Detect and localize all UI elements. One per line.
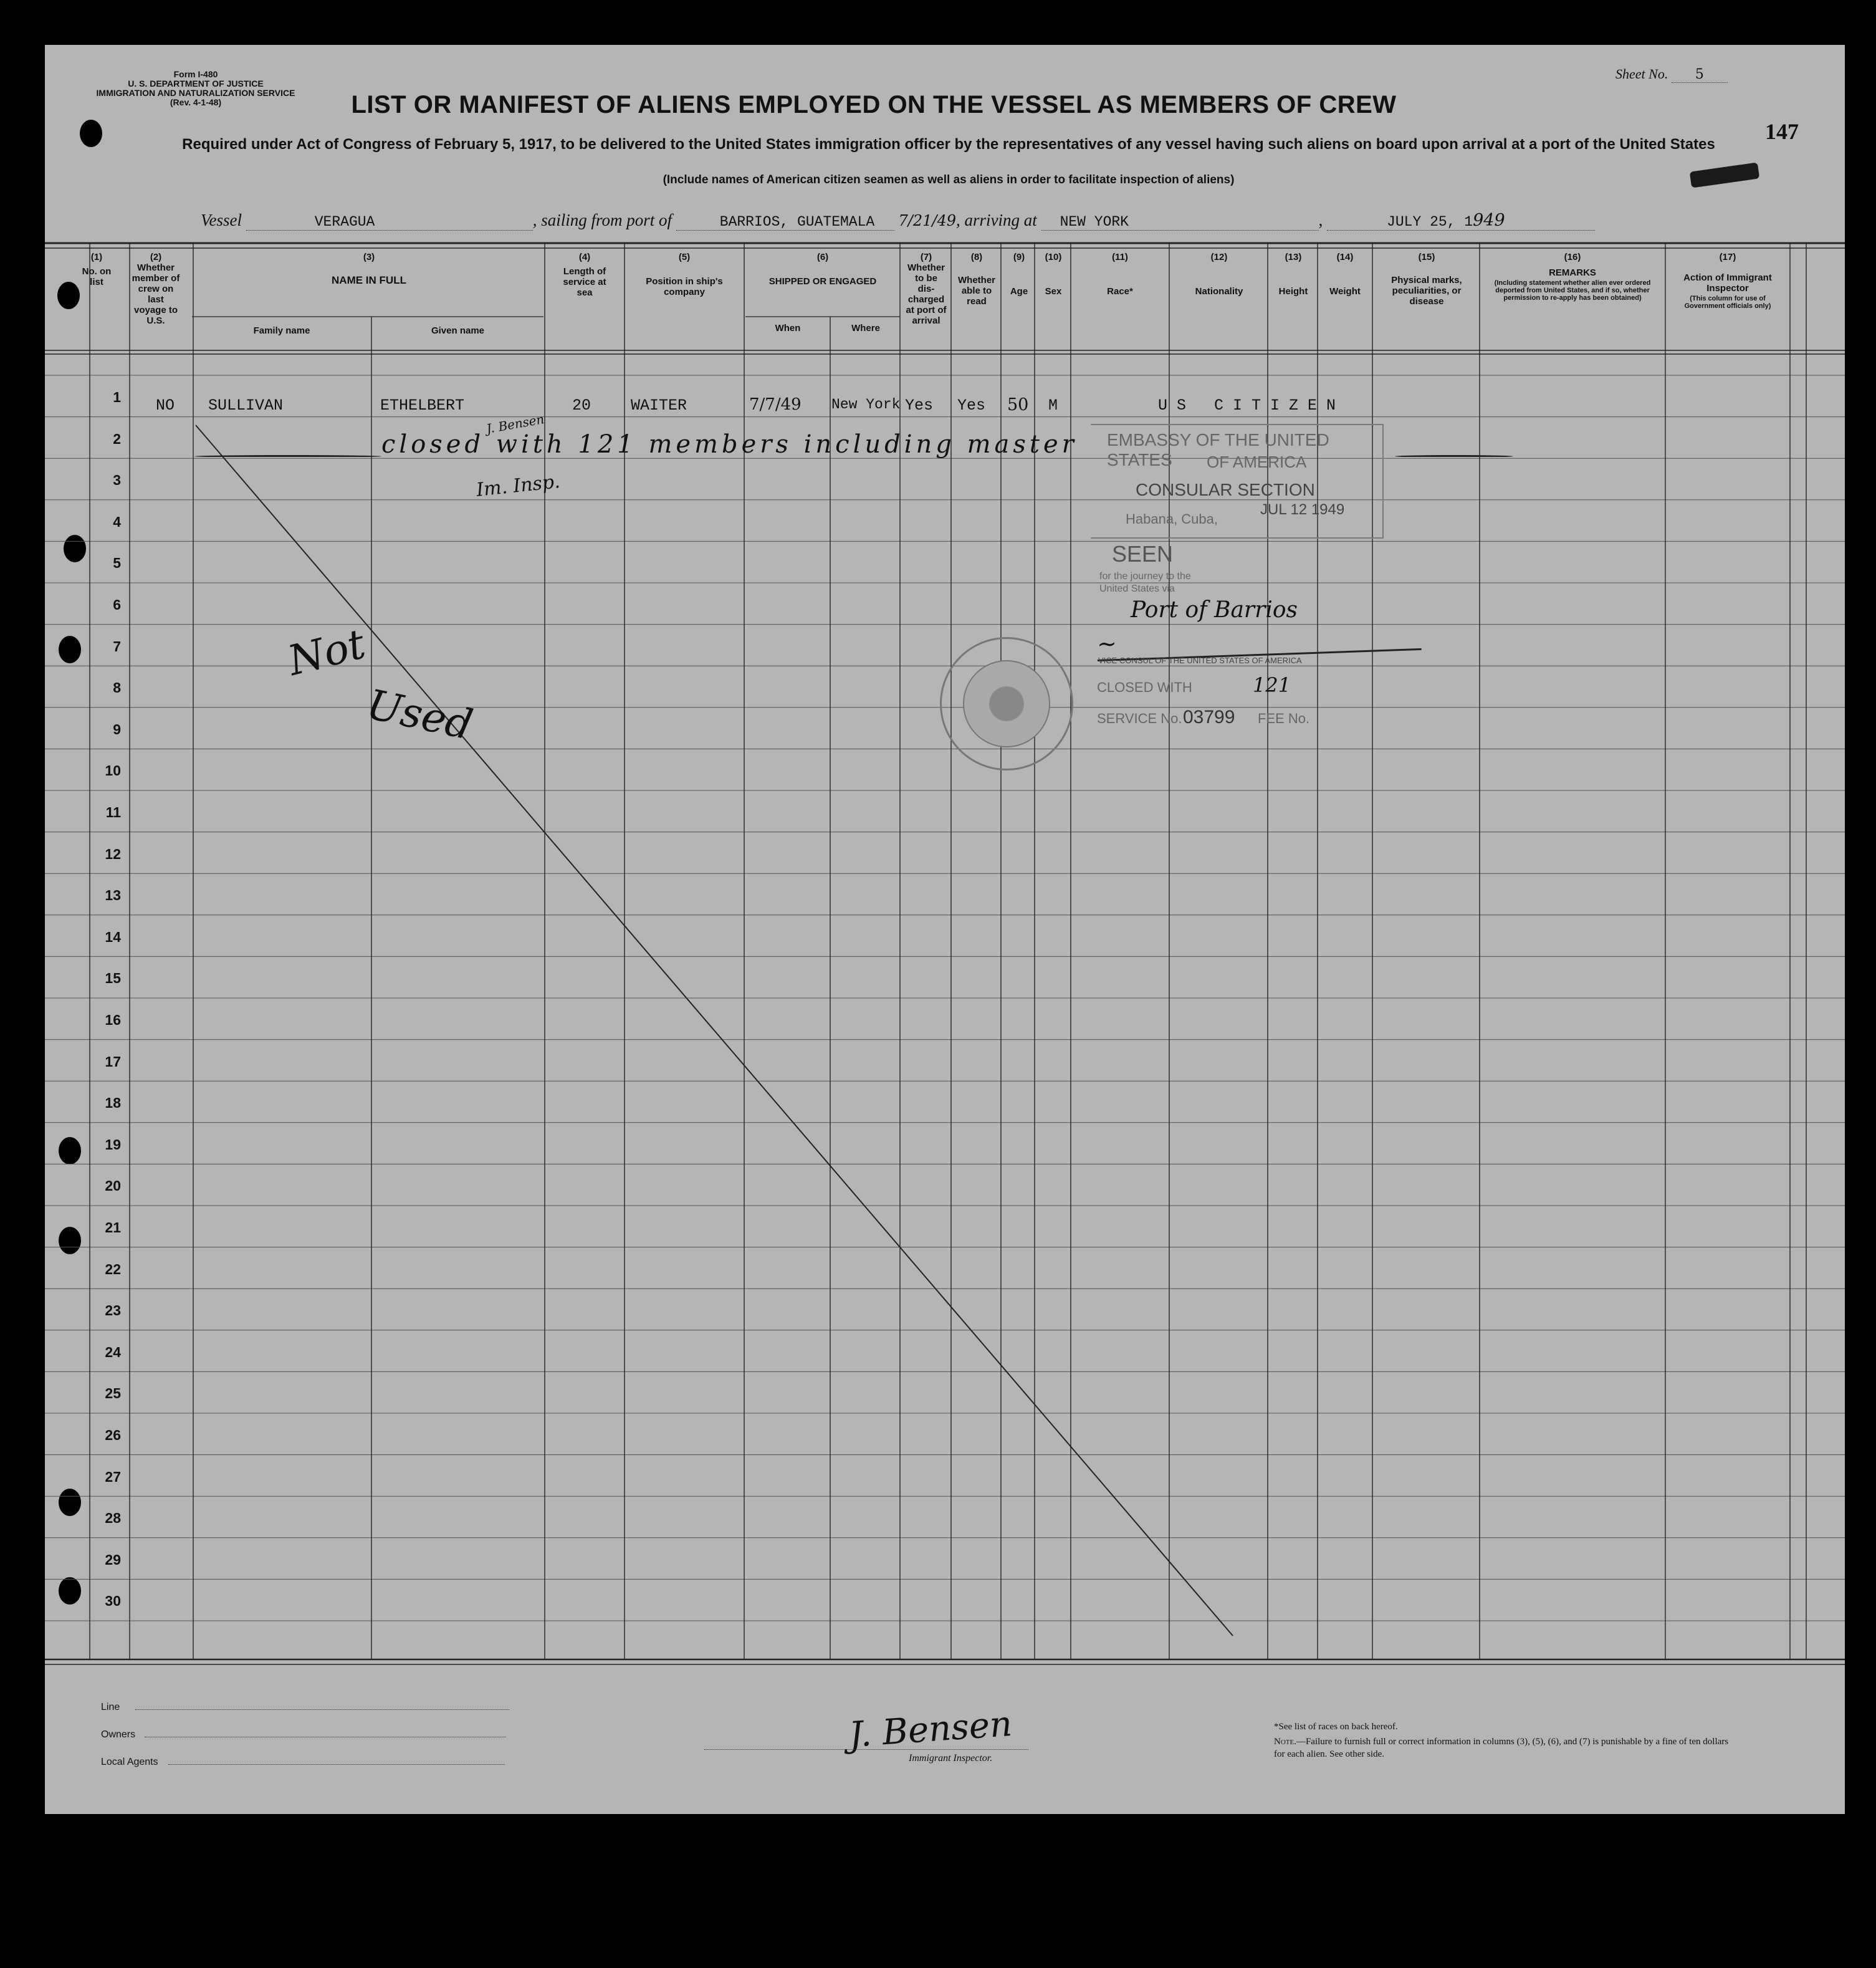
vessel-value: VERAGUA xyxy=(246,214,533,231)
row-number: 20 xyxy=(105,1178,121,1194)
col-9-label: Age xyxy=(1010,286,1028,297)
footer-agents-blank xyxy=(168,1764,505,1765)
row-number: 11 xyxy=(105,804,121,820)
closing-note: closed with 121 members including master xyxy=(381,430,1078,459)
row-number: 9 xyxy=(113,721,121,737)
col-16-detail: (Including statement whether alien ever ordered deported from United States, and if so, whether permission to re-apply has been obtained) xyxy=(1494,279,1651,302)
col-3-header xyxy=(194,252,543,286)
not-used-note-1: Not xyxy=(283,620,370,685)
inclusion-note: (Include names of American citizen seamen as well as aliens in order to facilitate inspection of aliens) xyxy=(663,173,1235,186)
row-number: 26 xyxy=(105,1427,121,1443)
row-number: 28 xyxy=(105,1510,121,1527)
sail-date: 7/21/49 xyxy=(898,212,957,229)
col-3-num: (3) xyxy=(363,252,375,262)
arrival-port-value: NEW YORK xyxy=(1041,214,1319,231)
col-7-header xyxy=(901,252,951,326)
col-16-label: REMARKS xyxy=(1549,267,1596,278)
inspector-label: Immigrant Inspector. xyxy=(909,1753,993,1764)
embassy-seal-icon xyxy=(940,637,1073,770)
row-number: 1 xyxy=(113,389,121,405)
entry-sex: M xyxy=(1048,396,1058,415)
row-number: 3 xyxy=(113,472,121,489)
sheet-number-label: Sheet No. xyxy=(1615,66,1668,82)
col-3-label: NAME IN FULL xyxy=(332,274,406,286)
col-16-header xyxy=(1482,252,1663,302)
col-15-header xyxy=(1374,252,1480,307)
col-17-detail: (This column for use of Government officials only) xyxy=(1684,295,1771,310)
page-title: LIST OR MANIFEST OF ALIENS EMPLOYED ON THE VESSEL AS MEMBERS OF CREW xyxy=(351,91,1397,118)
col-3-given-header: Given name xyxy=(431,325,485,336)
row-number: 14 xyxy=(105,928,121,945)
manifest-sheet xyxy=(45,45,1845,1814)
stamp-journey-1: for the journey to the xyxy=(1099,571,1191,582)
revision: (Rev. 4-1-48) xyxy=(170,97,222,107)
row-number: 23 xyxy=(105,1302,121,1319)
col-11-num: (11) xyxy=(1112,252,1128,262)
col-1-num: (1) xyxy=(90,252,103,262)
col-7-num: (7) xyxy=(920,252,932,262)
col-7-label: Whether to be dis-charged at port of arrival xyxy=(906,262,947,326)
col-4-num: (4) xyxy=(578,252,591,262)
row-number: 7 xyxy=(113,638,121,655)
stamp-frame xyxy=(1091,424,1384,539)
row-number: 27 xyxy=(105,1468,121,1485)
vice-consul-signature: ~ xyxy=(1096,619,1421,661)
footer-line-label: Line xyxy=(101,1702,120,1712)
row-number: 2 xyxy=(113,430,121,447)
col-14-header xyxy=(1319,252,1371,297)
stamp-fee-label: FEE No. xyxy=(1258,711,1310,726)
col-8-num: (8) xyxy=(970,252,983,262)
entry-given-name: ETHELBERT xyxy=(380,396,465,415)
consular-stamp xyxy=(1091,424,1384,773)
row-number: 19 xyxy=(105,1136,121,1153)
col-15-num: (15) xyxy=(1418,252,1435,262)
penalty-note-text: —Failure to furnish full or correct information in columns (3), (5), (6), and (7) is punishable by a fine of ten dollars for each alien. See other side. xyxy=(1274,1737,1729,1759)
col-4-header xyxy=(547,252,622,298)
row-number: 17 xyxy=(105,1053,121,1070)
col-10-header xyxy=(1036,252,1071,297)
row-number: 6 xyxy=(113,597,121,613)
sailing-label: , sailing from port of xyxy=(532,211,672,229)
page-subtitle: Required under Act of Congress of February 5, 1917, to be delivered to the United States immigration officer by the representatives of any vessel having such aliens on board upon arrival at a port of the United States xyxy=(182,136,1715,153)
col-9-header xyxy=(1002,252,1036,297)
races-note: *See list of races on back hereof. xyxy=(1274,1722,1398,1732)
col-6-when-header: When xyxy=(775,323,801,334)
stamp-city: Habana, Cuba, xyxy=(1126,511,1218,527)
stamp-america: OF AMERICA xyxy=(1207,453,1307,471)
col-6-label: SHIPPED OR ENGAGED xyxy=(768,276,877,287)
void-strike-line xyxy=(196,425,1233,1636)
row-number: 22 xyxy=(105,1260,121,1277)
col-15-label: Physical marks, peculiarities, or disease xyxy=(1391,275,1462,307)
col-5-num: (5) xyxy=(678,252,691,262)
col-17-num: (17) xyxy=(1719,252,1736,262)
row-number: 25 xyxy=(105,1385,121,1402)
row-number: 30 xyxy=(105,1593,121,1610)
vessel-label: Vessel xyxy=(201,211,242,229)
stamp-closed-value: 121 xyxy=(1253,673,1291,697)
entry-where: New York xyxy=(831,396,901,413)
page-number: 147 xyxy=(1765,119,1799,144)
col-10-label: Sex xyxy=(1045,286,1062,297)
stamp-via: Port of Barrios xyxy=(1131,597,1298,623)
entry-discharge: Yes xyxy=(905,396,934,415)
penalty-note-label: Note. xyxy=(1274,1737,1296,1747)
entry-position: WAITER xyxy=(631,396,687,415)
footer-owners-field xyxy=(101,1729,506,1740)
row-number: 10 xyxy=(105,762,121,779)
row-number: 5 xyxy=(113,555,121,572)
inspector-signature: J. Bensen xyxy=(848,1703,1013,1756)
col-2-num: (2) xyxy=(150,252,162,262)
col-13-num: (13) xyxy=(1285,252,1302,262)
closing-scribble-right xyxy=(1395,455,1513,458)
col-12-num: (12) xyxy=(1210,252,1228,262)
entry-family-name: SULLIVAN xyxy=(208,396,284,415)
embassy-seal-inner xyxy=(963,660,1050,747)
entry-age: 50 xyxy=(1007,395,1029,415)
col-6-num: (6) xyxy=(816,252,829,262)
row-number: 21 xyxy=(105,1219,121,1236)
col-13-label: Height xyxy=(1278,286,1308,297)
inspector-title: Im. Insp. xyxy=(475,471,562,501)
col-13-header xyxy=(1269,252,1318,297)
entry-service-length: 20 xyxy=(572,396,591,415)
col-8-header xyxy=(952,252,1001,307)
col-17-label: Action of Immigrant Inspector xyxy=(1683,272,1772,294)
col-5-label: Position in ship's company xyxy=(646,276,723,297)
closing-scribble-left xyxy=(194,455,381,458)
col-17-header xyxy=(1667,252,1789,310)
col-2-header xyxy=(131,252,181,326)
col-12-label: Nationality xyxy=(1195,286,1243,297)
not-used-note-2: Used xyxy=(362,680,477,749)
stamp-date: JUL 12 1949 xyxy=(1260,501,1345,518)
entry-able-to-read: Yes xyxy=(957,396,986,415)
arriving-label: , arriving at xyxy=(956,211,1037,229)
stamp-journey-2: United States via xyxy=(1099,583,1175,594)
col-4-label: Length of service at sea xyxy=(563,266,606,298)
col-6-header xyxy=(745,252,900,287)
form-number: Form I-480 xyxy=(173,69,218,79)
stamp-closed-label: CLOSED WITH xyxy=(1097,679,1192,695)
inspector-signature-line xyxy=(704,1749,1028,1750)
footer-line-field xyxy=(101,1702,509,1713)
col-8-label: Whether able to read xyxy=(958,275,995,307)
row-number: 16 xyxy=(105,1012,121,1028)
footer-agents-field xyxy=(101,1757,505,1768)
row-number: 18 xyxy=(105,1095,121,1111)
col-10-num: (10) xyxy=(1045,252,1062,262)
footer-owners-label: Owners xyxy=(101,1729,136,1740)
row-number: 8 xyxy=(113,679,121,696)
col-6-where-header: Where xyxy=(851,323,880,334)
department: U. S. DEPARTMENT OF JUSTICE xyxy=(128,79,264,89)
row-number: 15 xyxy=(105,970,121,987)
col-5-header xyxy=(627,252,742,297)
arrival-month-day: JULY 25, 1 xyxy=(1387,214,1473,230)
stamp-consular: CONSULAR SECTION xyxy=(1136,480,1315,499)
service-name: IMMIGRATION AND NATURALIZATION SERVICE xyxy=(96,88,295,98)
col-14-num: (14) xyxy=(1336,252,1354,262)
footer-agents-label: Local Agents xyxy=(101,1757,158,1767)
entry-last-voyage: NO xyxy=(156,396,175,415)
port-value: BARRIOS, GUATEMALA xyxy=(676,214,894,231)
col-11-header xyxy=(1072,252,1168,297)
col-2-label: Whether member of crew on last voyage to U.S. xyxy=(132,262,180,326)
stamp-service-value: 03799 xyxy=(1183,707,1235,727)
entry-citizen: U S C I T I Z E N xyxy=(1158,396,1336,415)
col-12-header xyxy=(1170,252,1268,297)
sheet-number-value: 5 xyxy=(1672,67,1728,83)
col-1-label: No. on list xyxy=(82,266,112,287)
row-number: 29 xyxy=(105,1551,121,1568)
row-number: 13 xyxy=(105,887,121,904)
inspector-initials: J. Bensen xyxy=(485,411,545,436)
stamp-seen: SEEN xyxy=(1112,541,1174,567)
row-number: 24 xyxy=(105,1343,121,1360)
stamp-service-label: SERVICE No. xyxy=(1097,711,1182,726)
col-9-num: (9) xyxy=(1013,252,1025,262)
col-14-label: Weight xyxy=(1329,286,1361,297)
stamp-embassy: EMBASSY OF THE UNITED STATES xyxy=(1107,430,1329,469)
col-16-num: (16) xyxy=(1564,252,1581,262)
vessel-line: Vessel VERAGUA , sailing from port of BARRIOS, GUATEMALA 7/21/49, arriving at NEW YORK , JULY 25, 1949 xyxy=(201,211,1595,231)
footer-line-blank xyxy=(135,1709,509,1710)
arrival-year: 949 xyxy=(1473,211,1505,230)
col-3-family-header: Family name xyxy=(253,325,310,336)
entry-when: 7/7/49 xyxy=(749,395,802,414)
penalty-note xyxy=(1274,1735,1735,1760)
row-number: 12 xyxy=(105,845,121,862)
col-1-header xyxy=(80,252,113,287)
stamp-vice-consul: VICE CONSUL OF THE UNITED STATES OF AMERICA xyxy=(1098,656,1302,665)
col-11-label: Race* xyxy=(1107,286,1133,297)
row-number: 4 xyxy=(113,513,121,530)
